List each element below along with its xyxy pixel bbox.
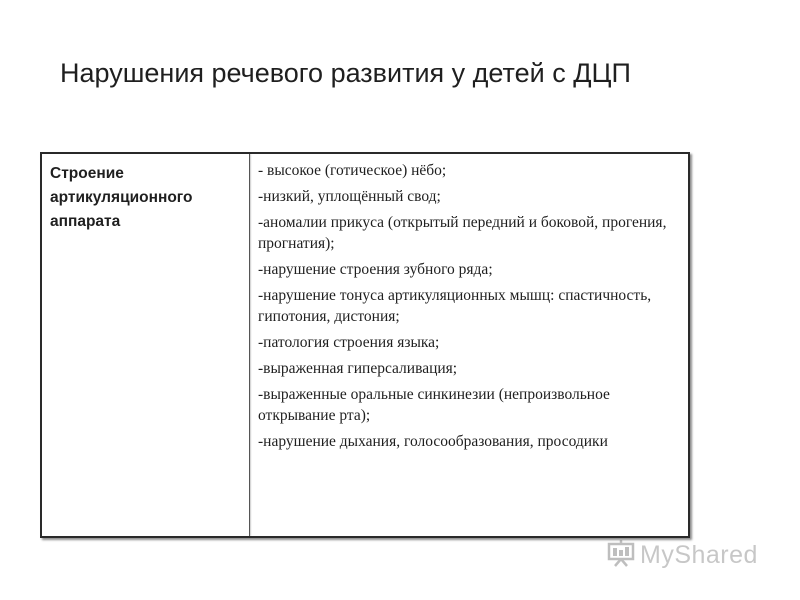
list-item: -нарушение дыхания, голосообразования, просодики — [258, 433, 608, 450]
list-item: -нарушение строения зубного ряда; — [258, 261, 493, 278]
content-table — [40, 152, 690, 538]
list-item: -аномалии прикуса (открытый передний и боковой, прогения, прогнатия); — [258, 214, 667, 252]
watermark-text: MyShared — [640, 541, 758, 569]
list-item: -низкий, уплощённый свод; — [258, 188, 441, 205]
list-item: -нарушение тонуса артикуляционных мышц: спастичность, гипотония, дистония; — [258, 287, 652, 325]
list-item: -выраженные оральные синкинезии (непроизвольное открывание рта); — [258, 386, 610, 424]
slide-title: Нарушения речевого развития у детей с ДЦП — [60, 58, 631, 88]
table-right-cell — [250, 154, 688, 536]
table-row-heading: Строение артикуляционного аппарата — [50, 165, 193, 230]
table-left-cell — [42, 154, 250, 536]
watermark-logo — [606, 538, 758, 573]
symptom-list — [258, 160, 680, 452]
presentation-board-icon — [606, 538, 636, 573]
list-item: -патология строения языка; — [258, 334, 440, 351]
list-item: - высокое (готическое) нёбо; — [258, 162, 447, 179]
list-item: -выраженная гиперсаливация; — [258, 360, 458, 377]
